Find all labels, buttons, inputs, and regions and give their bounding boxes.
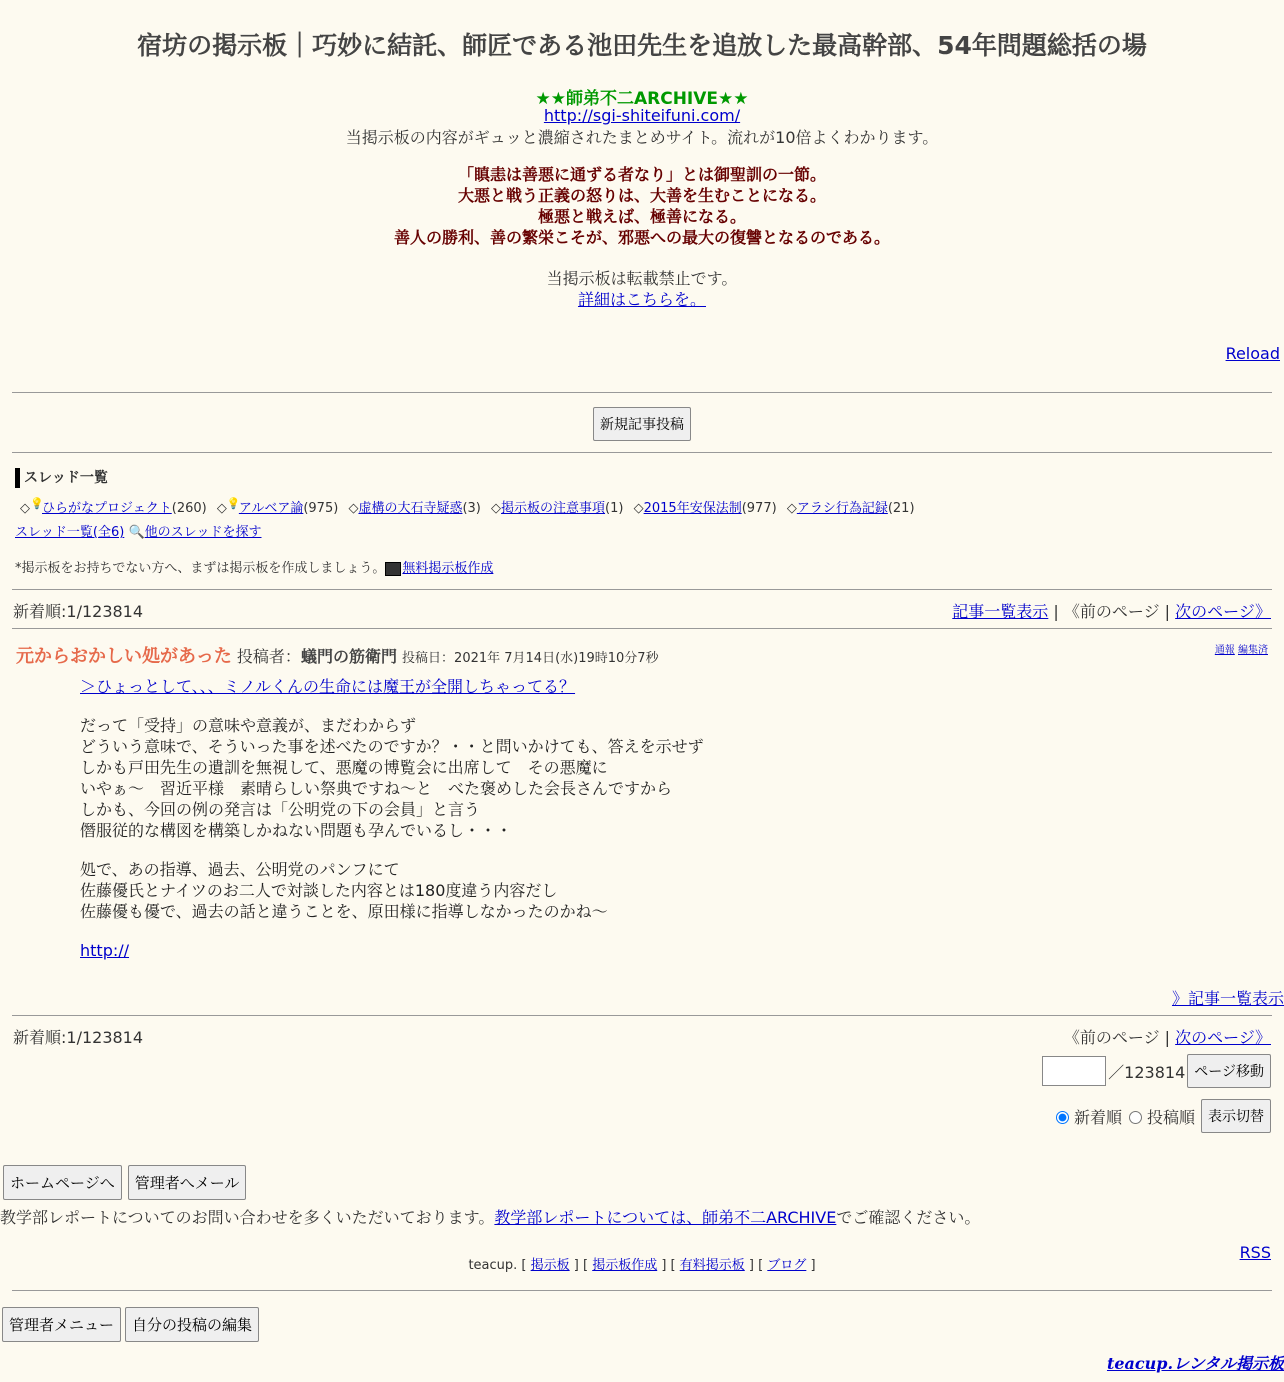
thread-count: (1) — [605, 501, 624, 516]
no-repost-notice: 当掲示板は転載禁止です。 — [546, 269, 738, 288]
body-line: しかも、今回の例の発言は「公明党の下の会員」と言う — [80, 800, 481, 819]
divider — [12, 1290, 1272, 1291]
teacup-label: teacup. — [468, 1258, 518, 1273]
all-threads-link[interactable]: スレッド一覧(全6) — [15, 525, 125, 540]
archive-description: 当掲示板の内容がギュッと濃縮されたまとめサイト。流れが10倍よくわかります。 — [345, 128, 939, 147]
pager-position: 新着順:1/123814 — [13, 1028, 144, 1047]
thread-count: (977) — [741, 501, 777, 516]
body-line: いやぁ～ 習近平様 素晴らしい祭典ですね～と べた褒めした会長さんですから — [80, 779, 673, 798]
page-jump — [1042, 1054, 1271, 1088]
page-title: 宿坊の掲示板｜巧妙に結託、師匠である池田先生を追放した最高幹部、54年問題総括の場 — [137, 31, 1147, 60]
archive-link[interactable]: http://sgi-shiteifuni.com/ — [543, 106, 741, 125]
thread-list — [20, 497, 921, 516]
author-label: 投稿者： — [236, 647, 301, 666]
page-move-button[interactable]: ページ移動 — [1187, 1054, 1271, 1088]
free-bbs-link[interactable]: 無料掲示板作成 — [402, 561, 494, 576]
edit-own-post-button[interactable]: 自分の投稿の編集 — [125, 1307, 259, 1342]
body-line: 佐藤優氏とナイツのお二人で対談した内容とは180度違う内容だし — [80, 881, 558, 900]
report-link[interactable]: 通報 — [1214, 645, 1235, 656]
thread-link[interactable]: ひらがなプロジェクト — [42, 501, 172, 516]
sort-post-radio[interactable] — [1129, 1111, 1142, 1124]
divider — [12, 392, 1272, 393]
reload-link[interactable]: Reload — [1225, 344, 1280, 363]
admin-mail-button[interactable]: 管理者へメール — [128, 1165, 247, 1200]
thread-item: ◇掲示板の注意事項(1) — [491, 501, 624, 516]
body-line: 佐藤優も優で、過去の話と違うことを、原田様に指導しなかったのかね～ — [80, 902, 608, 921]
divider — [12, 452, 1272, 453]
article-list-link[interactable]: 記事一覧表示 — [952, 602, 1049, 621]
body-line: しかも戸田先生の遺訓を無視して、悪魔の博覧会に出席して その悪魔に — [80, 758, 608, 777]
teacup-links: teacup. [ 掲示板 ] [ 掲示板作成 ] [ 有料掲示板 ] [ ブログ ] — [468, 1258, 816, 1273]
divider — [12, 589, 1272, 590]
thread-item: ◇💡アルベア論(975) — [216, 497, 339, 516]
pager-top — [13, 599, 1271, 622]
thread-count: (21) — [887, 501, 915, 516]
thread-link[interactable]: 掲示板の注意事項 — [501, 501, 606, 516]
admin-menu-button[interactable]: 管理者メニュー — [2, 1307, 121, 1342]
thread-count: (975) — [303, 501, 339, 516]
total-pages: ／123814 — [1108, 1062, 1186, 1082]
tv-icon — [385, 562, 401, 576]
pager-sep: | — [1164, 602, 1171, 621]
thread-link[interactable]: 虚構の大石寺疑惑 — [358, 501, 463, 516]
quote-line: 大悪と戦う正義の怒りは、大善を生むことになる。 — [457, 186, 826, 205]
post-header — [16, 642, 659, 668]
thread-link[interactable]: アラシ行為記録 — [796, 501, 888, 516]
thread-item: ◇💡ひらがなプロジェクト(260) — [20, 497, 207, 516]
next-page-link[interactable]: 次のページ》 — [1175, 602, 1271, 621]
pager-position: 新着順:1/123814 — [13, 602, 144, 621]
post-title: 元からおかしい処があった — [16, 646, 232, 667]
body-line: だって「受持」の意味や意義が、まだわからず — [80, 716, 417, 735]
article-list-link-bottom[interactable]: 》記事一覧表示 — [1171, 989, 1284, 1008]
bulb-icon: 💡 — [30, 497, 44, 510]
kyogaku-link[interactable]: 教学部レポートについては、師弟不二ARCHIVE — [494, 1208, 837, 1227]
page-number-input[interactable] — [1042, 1056, 1106, 1086]
post-author: 蟻門の筋衛門 — [300, 647, 397, 666]
archive-title: ★★師弟不二ARCHIVE★★ — [535, 89, 749, 109]
pager-bottom — [13, 1025, 1271, 1048]
thread-count: (3) — [462, 501, 481, 516]
thread-list-heading: スレッド一覧 — [15, 468, 108, 488]
kyogaku-text: 教学部レポートについてのお問い合わせを多くいただいております。 — [0, 1208, 495, 1227]
prev-page: 《前のページ — [1063, 1028, 1160, 1047]
edited-link[interactable]: 編集済 — [1238, 645, 1268, 656]
kyogaku-text: でご確認ください。 — [836, 1208, 981, 1227]
thread-item: ◇アラシ行為記録(21) — [786, 501, 915, 516]
footer-link-blog[interactable]: ブログ — [767, 1258, 807, 1273]
switch-display-button[interactable]: 表示切替 — [1201, 1099, 1271, 1133]
teacup-rental-link[interactable]: teacup.レンタル掲示板 — [1106, 1354, 1284, 1373]
thread-link[interactable]: アルベア論 — [238, 501, 304, 516]
notice-details-link[interactable]: 詳細はこちらを。 — [577, 290, 706, 309]
body-line: 僭服従的な構図を構築しかねない問題も孕んでいるし・・・ — [80, 821, 513, 840]
bulb-icon: 💡 — [226, 497, 241, 510]
quote-block — [0, 164, 1284, 248]
next-page-link[interactable]: 次のページ》 — [1175, 1028, 1271, 1047]
pager-sep: | — [1164, 1028, 1171, 1047]
footer-link-create[interactable]: 掲示板作成 — [592, 1258, 658, 1273]
search-threads-link[interactable]: 他のスレッドを探す — [144, 525, 262, 540]
sort-new-label: 新着順 — [1073, 1107, 1122, 1127]
quote-line: 「瞋恚は善悪に通ずる者なり」とは御聖訓の一節。 — [457, 165, 826, 184]
prev-page: 《前のページ — [1063, 602, 1160, 621]
post-url-link[interactable]: http:// — [80, 941, 130, 960]
free-bbs-note: *掲示板をお持ちでない方へ、まずは掲示板を作成しましょう。 — [15, 561, 386, 576]
new-post-button[interactable]: 新規記事投稿 — [593, 407, 691, 441]
quote-line: 極悪と戦えば、極善になる。 — [537, 207, 746, 226]
body-line: 処で、あの指導、過去、公明党のパンフにて — [80, 860, 400, 879]
divider — [12, 1015, 1272, 1016]
footer-link-bbs[interactable]: 掲示板 — [530, 1258, 570, 1273]
thread-item: ◇2015年安保法制(977) — [633, 501, 777, 516]
footer-link-paid[interactable]: 有料掲示板 — [679, 1258, 745, 1273]
thread-link[interactable]: 2015年安保法制 — [643, 501, 742, 516]
quote-line: 善人の勝利、善の繁栄こそが、邪悪への最大の復讐となるのである。 — [393, 228, 890, 247]
sort-post-label: 投稿順 — [1146, 1107, 1195, 1127]
sort-new-radio[interactable] — [1056, 1111, 1069, 1124]
post-date: 投稿日：2021年 7月14日(水)19時10分7秒 — [402, 651, 659, 666]
post-body — [80, 676, 704, 979]
thread-count: (260) — [171, 501, 207, 516]
divider — [12, 628, 1272, 629]
quote-link[interactable]: ＞ひょっとして、、、ミノルくんの生命には魔王が全開しちゃってる？ — [80, 677, 576, 696]
thread-item: ◇虚構の大石寺疑惑(3) — [348, 501, 481, 516]
body-line: どういう意味で、そういった事を述べたのですか？・・と問いかけても、答えを示せず — [80, 737, 704, 756]
rss-link[interactable]: RSS — [1239, 1243, 1271, 1262]
pager-sep: | — [1053, 602, 1059, 621]
magnifier-icon: 🔍 — [128, 525, 145, 540]
kyogaku-notice — [0, 1205, 980, 1228]
homepage-button[interactable]: ホームページへ — [3, 1165, 122, 1200]
sort-options — [1051, 1099, 1271, 1133]
